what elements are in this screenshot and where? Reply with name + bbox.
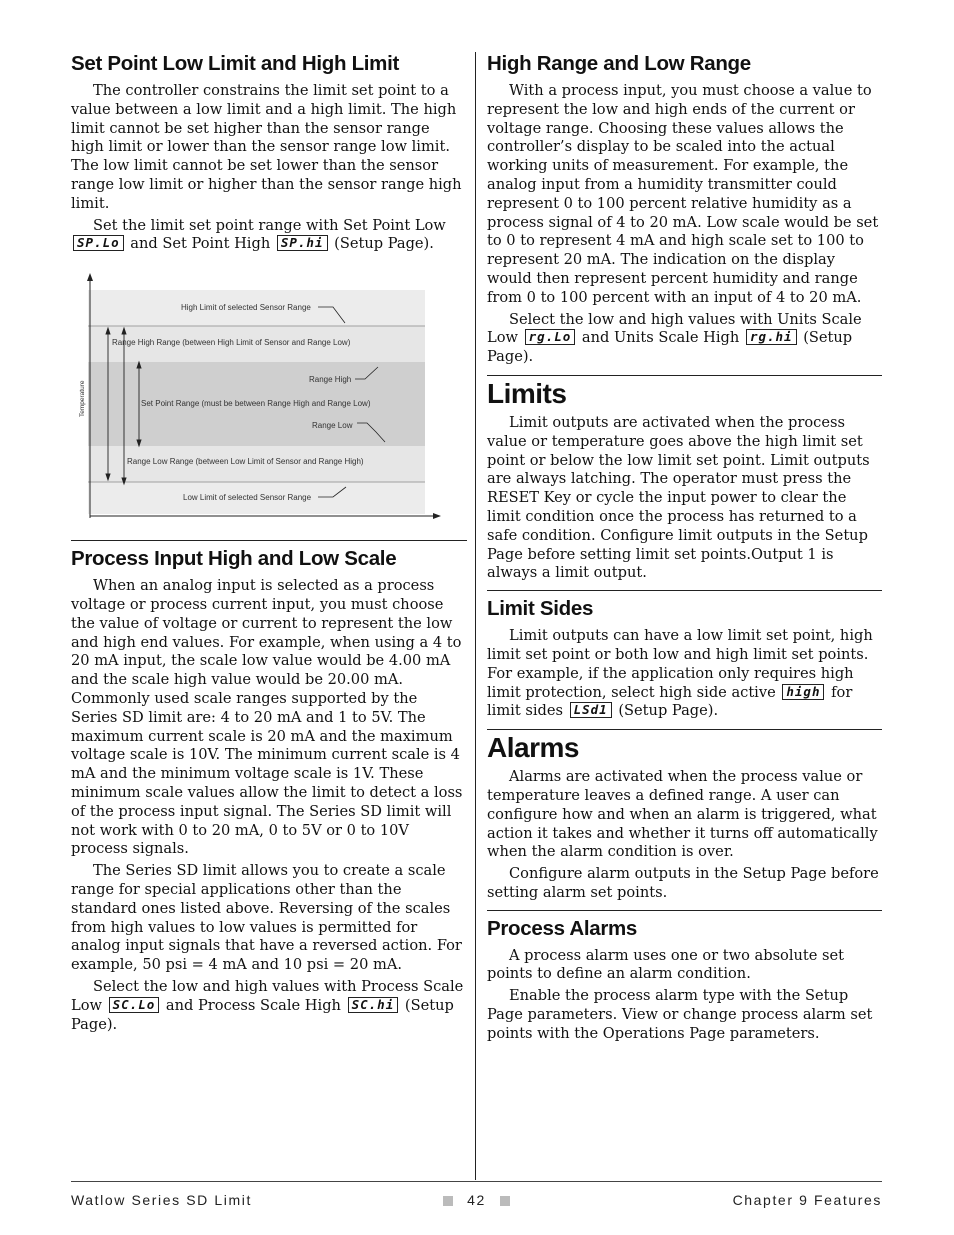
- paragraph: [71, 217, 467, 255]
- y-axis-label: Temperature: [79, 380, 86, 418]
- label-range-low-range: Range Low Range (between Low Limit of Sensor and Range High): [127, 457, 364, 467]
- label-setpoint-range: Set Point Range (must be between Range High and Range Low): [141, 399, 371, 409]
- label-range-low: Range Low: [312, 421, 353, 431]
- lcd-process-scale-low: SC.Lo: [109, 997, 160, 1013]
- square-bullet-icon: [500, 1196, 510, 1206]
- text: Select the low and high values with Units Scale Low: [487, 310, 862, 347]
- paragraph: Alarms are activated when the process value or temperature leaves a defined range. A user can configure how and when an alarm is triggered, what action it takes and whether it turns off automatically when the alarm condition is over.: [487, 768, 878, 861]
- section-rule: [487, 375, 882, 376]
- text: Select the low and high values with Process Scale Low: [71, 977, 464, 1014]
- section-rule: [487, 729, 882, 730]
- heading-set-point-limits: Set Point Low Limit and High Limit: [71, 52, 400, 75]
- page-number: 42: [467, 1192, 486, 1208]
- lcd-set-point-high: SP.hi: [277, 235, 328, 251]
- lcd-process-scale-high: SC.hi: [348, 997, 399, 1013]
- lcd-units-scale-high: rg.hi: [746, 329, 797, 345]
- text: (Setup Page).: [618, 702, 719, 720]
- lcd-limit-sides: LSd1: [570, 702, 612, 718]
- text: (Setup Page).: [334, 235, 434, 253]
- y-axis-arrow: [87, 273, 93, 281]
- lcd-high-side: high: [782, 684, 824, 700]
- text: for limit sides: [487, 683, 853, 720]
- paragraph: When an analog input is selected as a process voltage or process current input, you must choose the value of voltage or current to represent the low and high end values. For example, when using a 4 to 20 mA input, the scale low value would be 4.00 mA and the scale high value would be 20.00 mA. Commonly used scale ranges supported by the Series SD limit are: 4 to 20 mA and 1 to 5V. The maximum current scale is 20 mA and the maximum voltage scale is 10V. The minimum current scale is 4 mA and the minimum voltage scale is 1V. These minimum scale values allow the limit to detect a loss of the process input signal. The Series SD limit will not work with 0 to 20 mA, 0 to 5V or 0 to 10V process signals.: [71, 577, 463, 858]
- text: and Units Scale High: [581, 329, 740, 347]
- page-footer: [71, 1181, 882, 1218]
- text: (Setup Page).: [71, 996, 454, 1033]
- paragraph: Limit outputs are activated when the process value or temperature goes above the high limit set point or below the low limit set point. Limit outputs are always latching. The operator must press the RESET Key or cycle the input power to clear the limit condition once the process has returned to a safe condition. Configure limit outputs in the Setup Page before setting limit set points.Output 1 is always a limit output.: [487, 413, 870, 582]
- x-axis-arrow: [433, 513, 441, 519]
- paragraph: The controller constrains the limit set point to a value between a low limit and a high limit. The high limit cannot be set higher than the sensor range high limit or lower than the sensor range low limit. The low limit cannot be set lower than the sensor range low limit or higher than the sensor range high limit.: [71, 82, 462, 212]
- section-rule: [487, 910, 882, 911]
- range-diagram: [71, 270, 467, 530]
- heading-limit-sides: Limit Sides: [487, 597, 594, 621]
- paragraph: The Series SD limit allows you to create a scale range for special applications other than the standard ones listed above. Reversing of the scales from high values to low values is permitted for analog input signals that have a reversed action. For example, 50 psi = 4 mA and 10 psi = 20 mA.: [71, 862, 462, 974]
- lcd-units-scale-low: rg.Lo: [525, 329, 576, 345]
- range-diagram-svg: [71, 270, 467, 530]
- text: Set the limit set point range with Set Point Low: [93, 216, 446, 234]
- square-bullet-icon: [443, 1196, 453, 1206]
- right-column: [487, 52, 882, 1047]
- paragraph: With a process input, you must choose a value to represent the low and high ends of the current or voltage range. Choosing these values allows the controller’s display to be scaled into the actual working units of measurement. For example, the analog input from a humidity transmitter could represent 0 to 100 percent relative humidity as a process signal of 4 to 20 mA. Low scale would be set to 0 to represent 4 mA and high scale set to 100 to represent 20 mA. The indication on the display would then represent percent humidity and range from 0 to 100 percent with an input of 4 to 20 mA.: [487, 82, 879, 306]
- label-range-high: Range High: [309, 375, 352, 385]
- column-divider: [475, 52, 476, 1180]
- paragraph: Configure alarm outputs in the Setup Page before setting alarm set points.: [487, 865, 879, 901]
- heading-alarms: Alarms: [487, 732, 579, 764]
- heading-process-alarms: Process Alarms: [487, 916, 638, 940]
- paragraph: [487, 311, 882, 367]
- label-range-high-range: Range High Range (between High Limit of Sensor and Range Low): [112, 338, 351, 348]
- paragraph: [71, 978, 467, 1034]
- text: Limit outputs can have a low limit set point, high limit set point or both low and high limit set points. For example, if the application only requires high limit protection, select high side active: [487, 627, 873, 701]
- paragraph: [487, 627, 882, 721]
- footer-chapter: Chapter 9 Features: [732, 1192, 882, 1208]
- label-high-limit: High Limit of selected Sensor Range: [181, 303, 311, 313]
- paragraph: A process alarm uses one or two absolute set points to define an alarm condition.: [487, 946, 845, 983]
- section-rule: [71, 540, 467, 541]
- footer-title: Watlow Series SD Limit: [71, 1192, 252, 1208]
- section-rule: [487, 590, 882, 591]
- lcd-set-point-low: SP.Lo: [73, 235, 124, 251]
- heading-high-low-range: High Range and Low Range: [487, 52, 751, 75]
- heading-process-input-scale: Process Input High and Low Scale: [71, 547, 397, 571]
- text: and Set Point High: [130, 235, 271, 253]
- heading-limits: Limits: [487, 377, 567, 409]
- text: (Setup Page).: [487, 329, 853, 366]
- paragraph: Enable the process alarm type with the Setup Page parameters. View or change process alarm set points with the Operations Page parameters.: [487, 987, 873, 1042]
- label-low-limit: Low Limit of selected Sensor Range: [183, 493, 312, 503]
- left-column: [71, 52, 467, 1037]
- text: and Process Scale High: [165, 996, 341, 1014]
